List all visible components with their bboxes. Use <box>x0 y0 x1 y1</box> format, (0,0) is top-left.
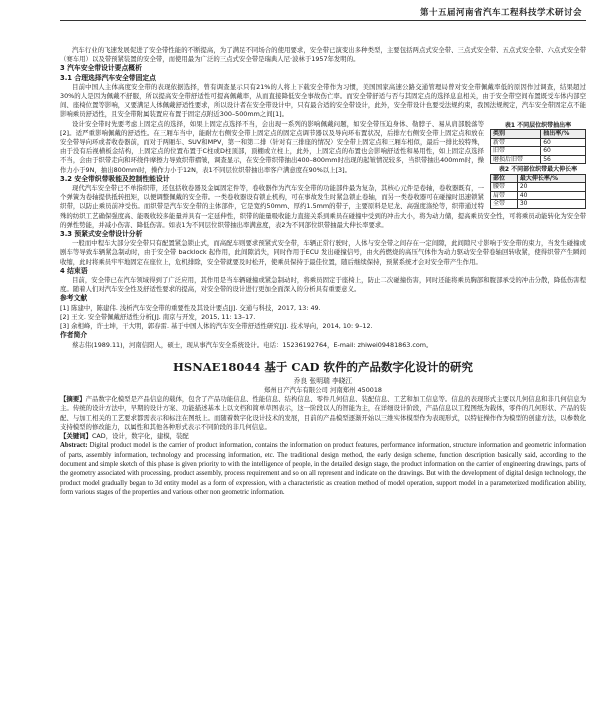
table-1-cell: 新带 <box>491 138 541 147</box>
abstract-en-label: Abstract: <box>60 442 88 450</box>
references <box>60 294 586 331</box>
article-2-authors: 乔良 张明瑞 李晓江 <box>293 376 353 385</box>
table-2-cell: 30 <box>517 200 585 209</box>
keywords-cn-label: 【关键词】 <box>60 431 92 440</box>
table-2-cell: 40 <box>517 191 585 200</box>
keywords-cn-text: CAD，设计，数字化，建模，装配 <box>91 431 189 440</box>
abstract-cn-label: 【摘要】 <box>60 395 86 404</box>
abstract-en <box>60 441 586 497</box>
abstract-cn <box>60 395 586 432</box>
table-2-cell: 20 <box>517 183 585 192</box>
table-2-cell: 腰带 <box>491 183 518 192</box>
reference-item: [3] 余相峰，许士坤，干大明，郭春雷. 基于中国人体的汽车安全带舒适性研究[J]. 技术导向，2014, 10: 9–12. <box>60 322 373 331</box>
abstract-en-text: Digital product model is the carrier of product information, contains the information on product features, performance information, structure information and geometric information of parts, assembly information, technology and processing information, etc. The traditional design method, the early design scheme, function description basically said, according to the document and simple sketch of this phase is given priority to with the intelligence of people, in the detailed design stage, the product information on the carrier of engineering drawings, parts of the geometry associated with processing, product assembly, process requirement and so on all represent and indicate on the drawings. But with the development of digital design technology, the product model gradually began to 3d entity model as a form of expression, with a characteristic as creation method of model operation, support model in a parameterized modification ability, form various stages of the properties and various other non geometric information. <box>60 442 586 497</box>
page-header: 第十五届河南省汽车工程科技学术研讨会 <box>419 8 582 18</box>
table-2-header: 最大伸长率/% <box>517 174 585 183</box>
table-1-cell: 60 <box>541 147 586 156</box>
header-rule <box>60 20 586 21</box>
article-2-abstract <box>60 395 586 497</box>
section-3-2-para-1: 现代汽车安全带已不单指织带，还包括收卷器及金属固定件等，卷收器作为汽车安全带的功能部件最为复杂，其核心元件是卷轴，卷收器既有，一个弹簧为卷轴提供抵转扭矩，以便调整佩戴的安全带。一类卷收器设有锁止机构，可在事故发生时紧急锁止卷轴，而另一类卷收器可在碰撞时迅速锁紧织带，以防止乘员前冲受伤。而织带是汽车安全带的主体部件，它是宽约50mm、厚约1.5mm的带子，主要原料是尼龙、高强度涤纶等，织带通过特殊的纺织工艺确保强度高、能吸收较多能量并具有一定延伸性，织带的能量吸收能力直接关系到乘员在碰撞中受到的冲击大小，将为动力储，提高乘员安全性，可将乘员动能转化为安全带的弹性势能，并减小伤害、降低伤害。如表1为不同层位织带抽出率满意度，表2为不同部位织带抽最大伸长率要求。 <box>60 184 586 229</box>
table-1-header: 抽出率/% <box>541 130 586 139</box>
section-3-3-heading: 3.3 预紧式安全带设计分析 <box>60 230 143 239</box>
table-2-header: 部位 <box>491 174 518 183</box>
section-4-heading: 4 结束语 <box>60 266 88 275</box>
table-1-cell: 60 <box>541 138 586 147</box>
references-heading: 参考文献 <box>60 294 88 303</box>
article-2-title: HSNAE18044 基于 CAD 软件的产品数字化设计的研究 <box>173 359 473 374</box>
section-3-heading: 3 汽车安全带设计要点概析 <box>60 64 142 73</box>
reference-item: [2] 王文. 安全带佩戴舒适性分析[J]. 南京与开发，2015, 11: 13–17. <box>60 312 256 321</box>
section-3-2-heading: 3.2 安全带织带吸能及控制性能设计 <box>60 174 170 183</box>
section-3-1-heading: 3.1 合理选择汽车安全带固定点 <box>60 73 156 82</box>
table-2-caption: 表2 不同部位织带最大伸长率 <box>498 166 578 174</box>
page-content <box>60 46 586 498</box>
section-3-1-para-1: 目前中国人主体高度安全带的表现依据选择，曾有调查显示只有21%的人将上下载安全带作为习惯，美国国家高速公路交通管理局曾对安全带佩戴率低的原因作过调查，结果超过30%的人是因为佩戴不舒服，所以提高安全带舒适性可提高佩戴率，从而直接降低安全事故伤亡率。而安全带舒适与否与其固定点的选择息息相关，由于安全带空间布置既受车体内部空间、座椅位置等影响，又要满足人体佩戴舒适性要求，所以设计者在安全带设计中，只有最合适的安全带设计，此外，安全带设计也要受法规约束，我国法规规定，汽车安全带固定点不能影响乘员舒适性，且安全带附属装置应布置于固定点附近300–500mm之间[1]。 <box>60 82 586 119</box>
intro-paragraph: 汽车行业的飞速发展促进了安全带性能的不断提高，为了满足不同场合的使用要求，安全带已演变出多种类型，主要包括两点式安全带、三点式安全带、五点式安全带、六点式安全带（赛车用）以及带预紧装置的安全带，而使用最为广泛的三点式安全带是瑞典人尼·波林于1957年发明的。 <box>60 46 586 64</box>
section-3-3-para-1: 一般而中程车大部分安全带只有配置紧急锁止式，而高配车则要求预紧式安全带，车辆正常行驶时，人体与安全带之间存在一定间隙，此间隙尺寸影响于安全带的束力，当发生碰撞或剧车等导致车辆紧急制动时，由于安全带 backlock 起作用，此间隙消失，同时作用于ECU 发出碰撞信号，由火药燃烧的高压气体作为动力驱动安全带卷轴回转收紧，使得织带产生瞬间收缩，此时将乘员牢牢地固定在座位上，危机排除，安全带就要及时松开，使乘员保持于最佳位置，随后继续保持，预紧系统才会对安全带产生作用。 <box>60 239 586 266</box>
article-2-affiliation: 郑州日产汽车有限公司 河南郑州 450018 <box>264 385 382 394</box>
section-3-1-para-2: 设计安全带时先要考虑上固定点的选择，如果上固定点选择不当，会出现一系列的影响佩戴问题，如安全带压迫身体、勒脖子、易从肩部脱落等[2]。适严重影响佩戴的舒适性。在三厢车当中，能耐左右侧安全带上固定点的固定点调节器以及导向环布置状况，后排左右侧安全带上固定点和放在安全带导向环或者收卷器前，而对于两厢车、SUV和MPV，第一和第二排（针对有三排座的情况）安全带上固定点和三厢车相似，最后一排比较特殊，由于没有后视横板金结构，上固定点的位置布置于C柱或D柱顶部，顶棚或立柱上，此外，上固定点的布置也会影响舒适性和易用性，如上固定点选择不当，会由于织带走向和环绕件摩擦力导致织带褶皱，调查显示，在安全带织带抽出400–800mm时出现的起皱情况较多，当织带抽出400mm时，操作力小于9N，抽出800mm时，操作力小于12N，表1不同层位织带抽出率客户满意度在90%以上[3]。 <box>60 119 484 174</box>
author-info-heading: 作者简介 <box>60 331 88 340</box>
section-4-para-1: 目前，安全带已在汽车领域得到了广泛应用，其作用是当车辆碰撞或紧急制动时，将乘员固定于座椅上，防止二次碰撞伤害，同时还能将乘员胸部和腹部承受的冲击分散，降低伤害程度。随着人们对汽车安全性及舒适性要求的提高，对安全带的设计进行更加全面深入的分析具有重要意义。 <box>60 276 586 294</box>
table-1-cell: 旧带 <box>491 147 541 156</box>
reference-item: [1] 陈建中，陈建伟. 浅析汽车安全带的重要性及其设计要点[J]. 交通与科技，2017, 13: 49. <box>60 303 321 312</box>
tables-column <box>490 120 586 209</box>
table-2 <box>490 174 586 209</box>
abstract-cn-text: 产品数字化模型是产品信息的载体，包含了产品功能信息、性能信息、结构信息、零件几何信息、装配信息、工艺和加工信息等。信息的表现形式主要以几何信息和非几何信息为主。传统的设计方法中，早期的设计方案、功能描述基本上以文档和简单草图表示，这一阶段以人的智能为主，在详细设计阶段，产品信息以工程图纸为载体，零件的几何形状、产品的装配、与加工相关的工艺要求都需表示和标注在图纸上。而随着数字化设计技术的发展，目前的产品模型逐渐开始以三维实体模型作为表现形式，以特征操作作为模型的创建方法，以参数化支持模型的修改能力，以属性和其他各种形式表示不同阶段的非几何信息。 <box>60 395 587 431</box>
table-1-cell: 磨损后旧带 <box>491 155 541 164</box>
table-1-header: 类别 <box>491 130 541 139</box>
keywords-cn <box>60 432 586 441</box>
table-2-cell: 全带 <box>491 200 518 209</box>
table-1-cell: 56 <box>541 155 586 164</box>
table-2-cell: 肩带 <box>491 191 518 200</box>
author-info-text: 蔡志伟(1989.11)，河南信阳人，硕士，现从事汽车安全系统设计。电话：15236192764，E-mail: zhiwei09481863.com。 <box>72 340 433 349</box>
table-1-caption: 表1 不同层位织带抽出率 <box>504 121 572 129</box>
table-1 <box>490 129 586 164</box>
